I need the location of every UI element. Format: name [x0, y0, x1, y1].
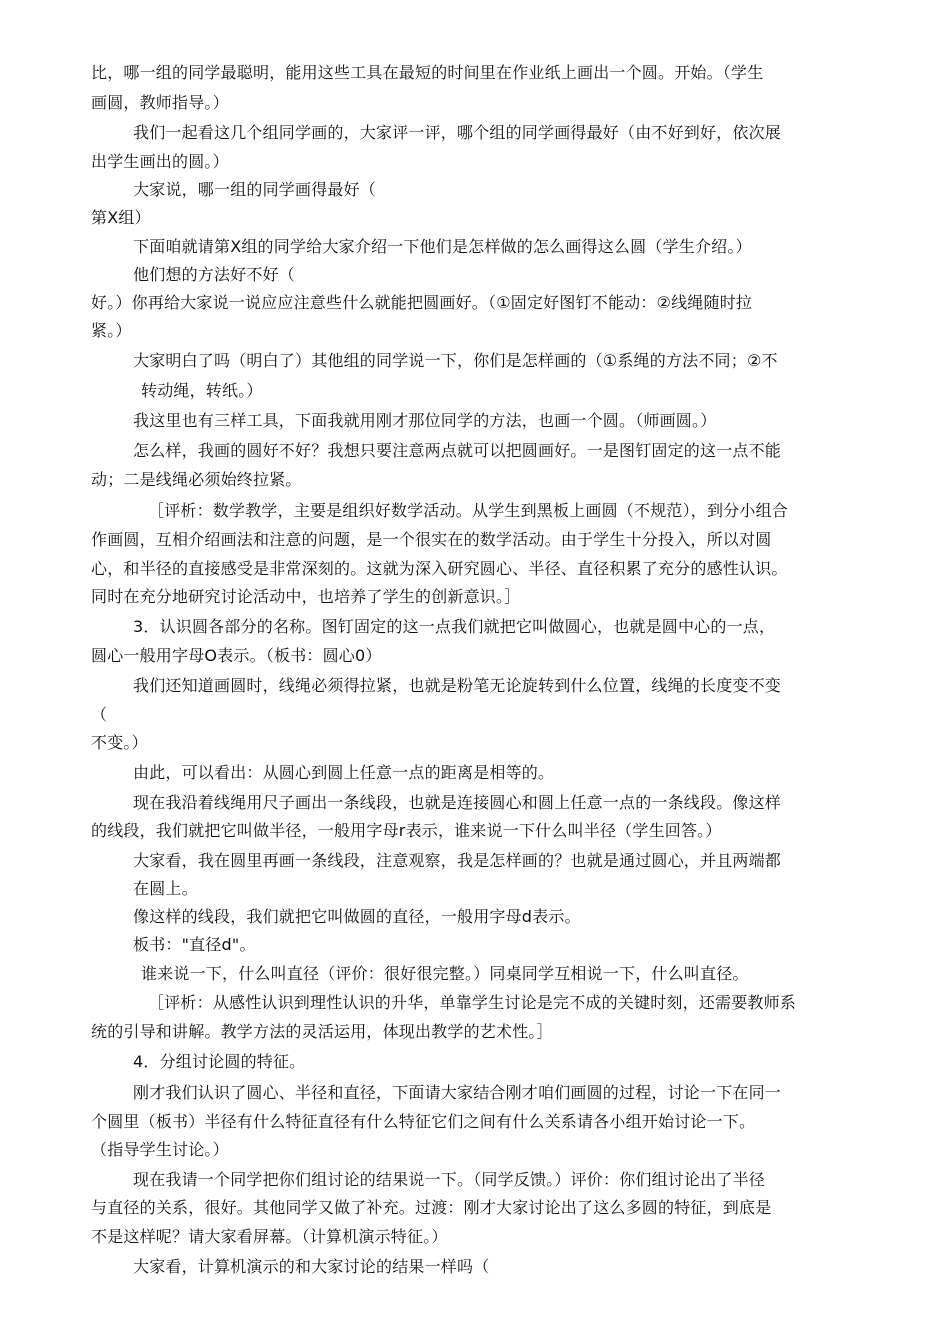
text-line: 转动绳，转纸。）	[141, 381, 263, 400]
text-line: 第X组）	[91, 208, 151, 227]
text-line: 与直径的关系，很好。其他同学又做了补充。过渡：刚才大家讨论出了这么多圆的特征，到底是	[91, 1198, 772, 1217]
text-line: 板书："直径d"。	[133, 935, 256, 954]
text-line: 现在我沿着线绳用尺子画出一条线段，也就是连接圆心和圆上任意一点的一条线段。像这样	[133, 793, 782, 812]
text-line: 同时在充分地研究讨论活动中，也培养了学生的创新意识。］	[91, 587, 521, 606]
text-line: 个圆里（板书）半径有什么特征直径有什么特征它们之间有什么关系请各小组开始讨论一下。	[91, 1112, 756, 1131]
text-line: 统的引导和讲解。教学方法的灵活运用，体现出教学的艺术性。］	[91, 1022, 553, 1041]
text-line: （指导学生讨论。）	[91, 1140, 229, 1159]
text-line: 好。）你再给大家说一说应应注意些什么就能把圆画好。（①固定好图钉不能动：②线绳随时拉	[91, 293, 753, 312]
text-line: 我们还知道画圆时，线绳必须得拉紧，也就是粉笔无论旋转到什么位置，线绳的长度变不变	[133, 676, 782, 695]
text-line: 出学生画出的圆。）	[91, 152, 229, 171]
text-line: 刚才我们认识了圆心、半径和直径，下面请大家结合刚才咱们画圆的过程，讨论一下在同一	[133, 1083, 782, 1102]
text-line: 现在我请一个同学把你们组讨论的结果说一下。（同学反馈。）评价：你们组讨论出了半径	[133, 1170, 766, 1189]
text-line: 下面咱就请第X组的同学给大家介绍一下他们是怎样做的怎么画得这么圆（学生介绍。）	[133, 237, 752, 256]
text-line: 比，哪一组的同学最聪明，能用这些工具在最短的时间里在作业纸上画出一个圆。开始。（学生	[91, 63, 764, 82]
text-line: 画圆，教师指导。）	[91, 93, 229, 112]
text-line: 大家看，计算机演示的和大家讨论的结果一样吗（	[133, 1257, 490, 1276]
text-line: 大家明白了吗（明白了）其他组的同学说一下，你们是怎样画的（①系绳的方法不同；②不	[133, 351, 778, 370]
text-line: 不变。）	[91, 733, 148, 752]
text-line: 不是这样呢？请大家看屏幕。（计算机演示特征。）	[91, 1227, 448, 1246]
text-line: 由此，可以看出：从圆心到圆上任意一点的距离是相等的。	[133, 763, 555, 782]
text-line: 在圆上。	[133, 879, 198, 898]
text-line: 谁来说一下，什么叫直径（评价：很好很完整。）同桌同学互相说一下，什么叫直径。	[141, 964, 749, 983]
text-line: ［评析：从感性认识到理性认识的升华，单靠学生讨论是完不成的关键时刻，还需要教师系	[148, 993, 797, 1012]
text-line: ［评析：数学教学，主要是组织好数学活动。从学生到黑板上画圆（不规范），到分小组合	[148, 501, 789, 520]
text-line: 作画圆，互相介绍画法和注意的问题，是一个很实在的数学活动。由于学生十分投入，所以对圆	[91, 530, 772, 549]
text-line: 大家说，哪一组的同学画得最好（	[133, 180, 377, 199]
text-line: 的线段，我们就把它叫做半径，一般用字母r表示，谁来说一下什么叫半径（学生回答。）	[91, 821, 722, 840]
text-line: 3．认识圆各部分的名称。图钉固定的这一点我们就把它叫做圆心，也就是圆中心的一点，	[133, 617, 776, 636]
text-line: 我们一起看这几个组同学画的，大家评一评，哪个组的同学画得最好（由不好到好，依次展	[133, 123, 782, 142]
text-line: 4．分组讨论圆的特征。	[133, 1052, 306, 1071]
text-line: （	[91, 705, 108, 724]
text-line: 大家看，我在圆里再画一条线段，注意观察，我是怎样画的？也就是通过圆心，并且两端都	[133, 851, 782, 870]
text-line: 圆心一般用字母O表示。（板书：圆心0）	[91, 646, 382, 665]
text-line: 动；二是线绳必须始终拉紧。	[91, 470, 302, 489]
text-line: 像这样的线段，我们就把它叫做圆的直径，一般用字母d表示。	[133, 907, 581, 926]
text-line: 他们想的方法好不好（	[133, 265, 296, 284]
text-line: 紧。）	[91, 321, 132, 340]
text-line: 我这里也有三样工具，下面我就用刚才那位同学的方法，也画一个圆。（师画圆。）	[133, 411, 717, 430]
text-line: 怎么样，我画的圆好不好？我想只要注意两点就可以把圆画好。一是图钉固定的这一点不能	[133, 441, 782, 460]
text-line: 心，和半径的直接感受是非常深刻的。这就为深入研究圆心、半径、直径积累了充分的感性认识。	[91, 559, 788, 578]
